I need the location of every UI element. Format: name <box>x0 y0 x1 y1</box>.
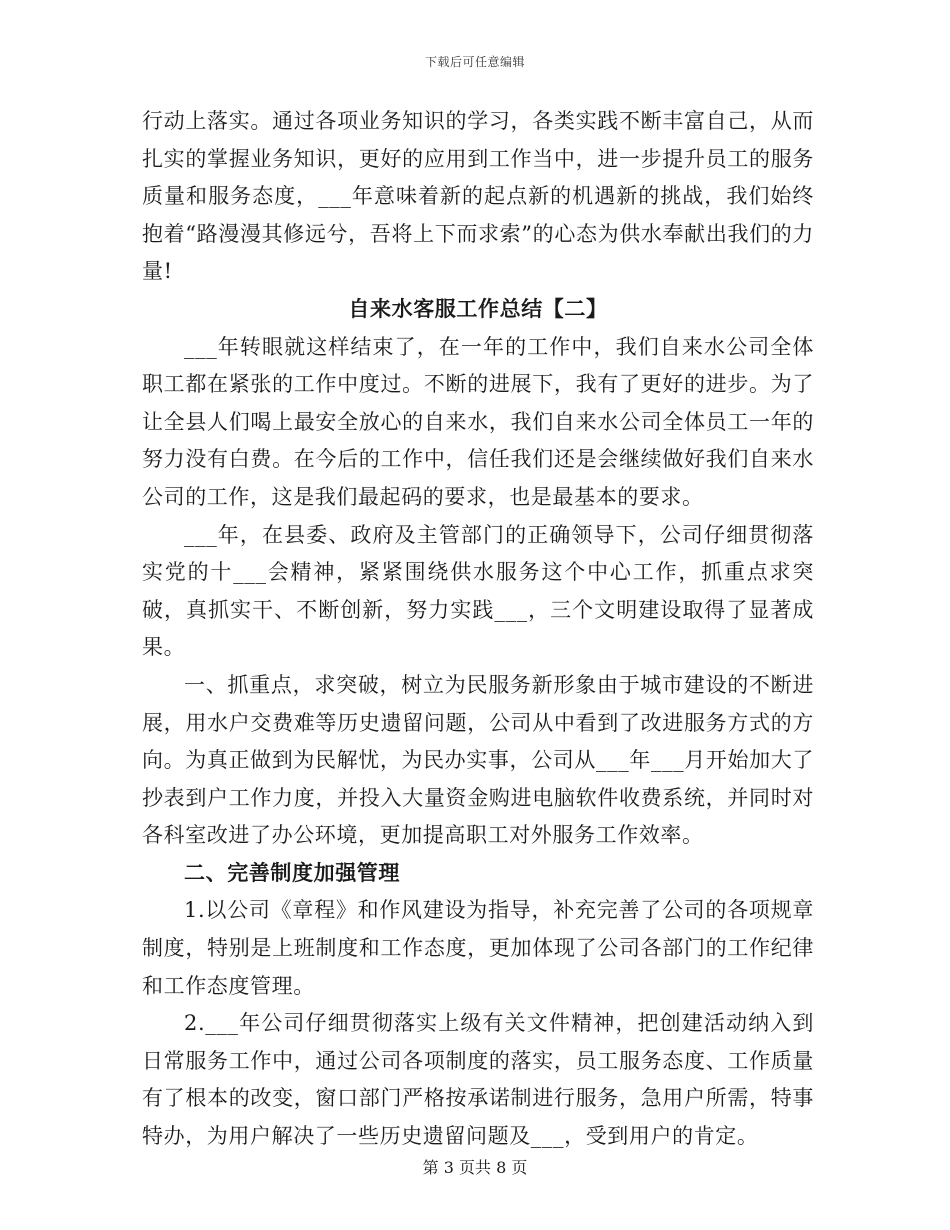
section-title: 自来水客服工作总结【二】 <box>348 296 608 321</box>
paragraph-item-1: 1.以公司《章程》和作风建设为指导，补充完善了公司的各项规章制度，特别是上班制度和工作态度，更加体现了公司各部门的工作纪律和工作态度管理。 <box>142 898 814 998</box>
paragraph-intro: ___年转眼就这样结束了，在一年的工作中，我们自来水公司全体职工都在紧张的工作中度过。不断的进展下，我有了更好的进步。为了让全县人们喝上最安全放心的自来水，我们自来水公司全体员工一年的努力没有白费。在今后的工作中，信任我们还是会继续做好我们自来水公司的工作，这是我们最起码的要求，也是最基本的要求。 <box>142 334 814 509</box>
paragraph-continuation: 行动上落实。通过各项业务知识的学习，各类实践不断丰富自己，从而扎实的掌握业务知识，更好的应用到工作当中，进一步提升员工的服务质量和服务态度，___年意味着新的起点新的机遇新的挑战，我们始终抱着“路漫漫其修远兮，吾将上下而求索”的心态为供水奉献出我们的力量! <box>142 109 814 284</box>
document-body <box>142 103 814 1156</box>
paragraph-leadership: ___年，在县委、政府及主管部门的正确领导下，公司仔细贯彻落实党的十___会精神，紧紧围绕供水服务这个中心工作，抓重点求突破，真抓实干、不断创新，努力实践___，三个文明建设取得了显著成果。 <box>142 522 814 660</box>
page-number: 第 3 页共 8 页 <box>422 1158 528 1177</box>
paragraph-key-points: 一、抓重点，求突破，树立为民服务新形象由于城市建设的不断进展，用水户交费难等历史遗留问题，公司从中看到了改进服务方式的方向。为真正做到为民解忧，为民办实事，公司从___年___月开始加大了抄表到户工作力度，并投入大量资金购进电脑软件收费系统，并同时对各科室改进了办公环境，更加提高职工对外服务工作效率。 <box>142 672 814 848</box>
paragraph-item-2: 2.___年公司仔细贯彻落实上级有关文件精神，把创建活动纳入到日常服务工作中，通过公司各项制度的落实，员工服务态度、工作质量有了根本的改变，窗口部门严格按承诺制进行服务，急用户所需，特事特办，为用户解决了一些历史遗留问题及___，受到用户的肯定。 <box>142 1011 814 1149</box>
subsection-title: 二、完善制度加强管理 <box>184 860 400 885</box>
header-note: 下载后可任意编辑 <box>424 55 525 69</box>
